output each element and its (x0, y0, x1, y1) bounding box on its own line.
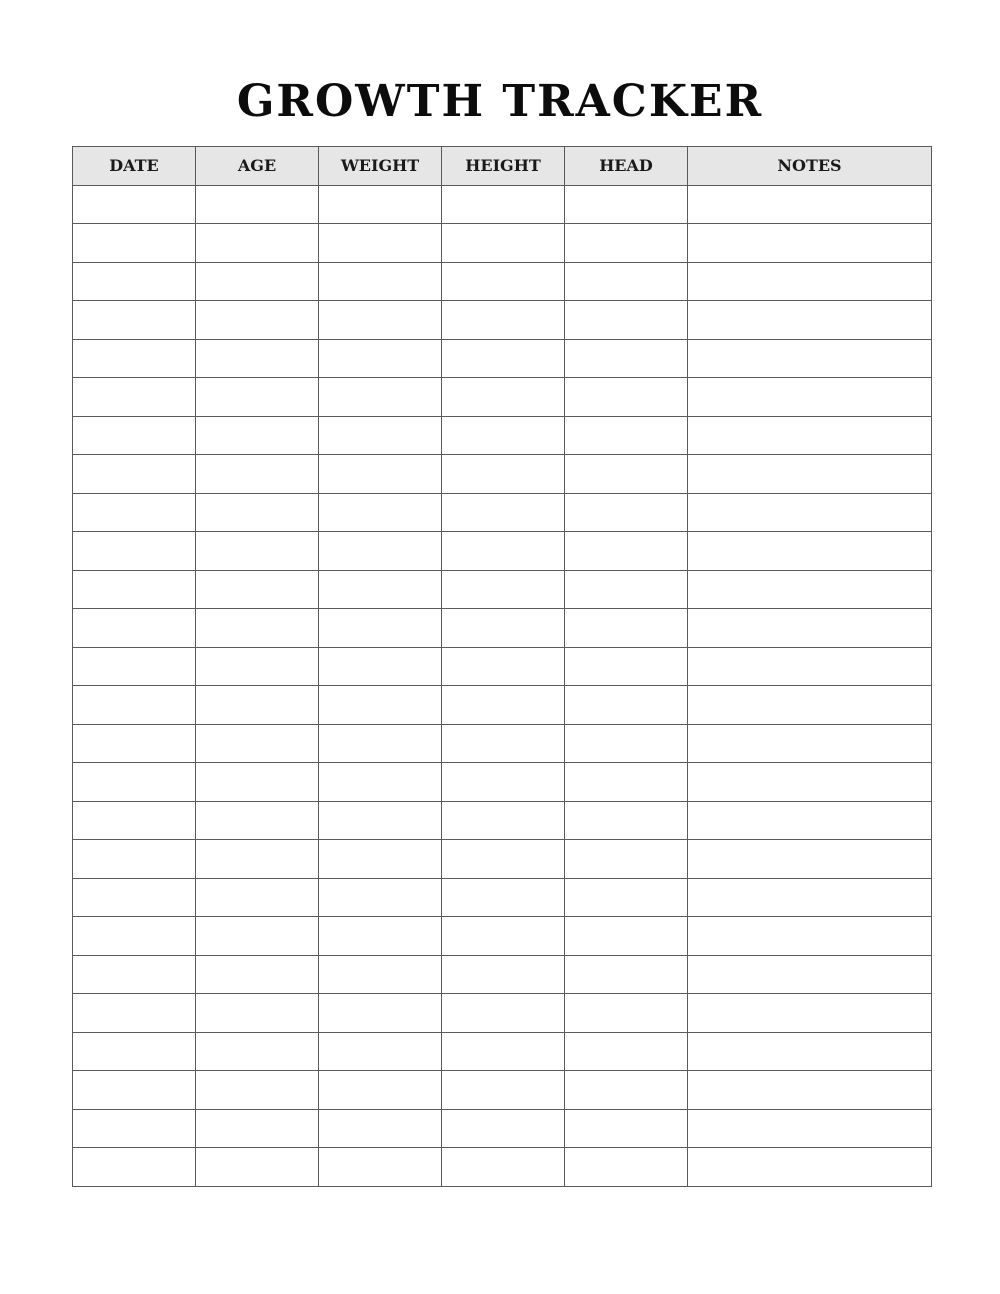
cell-age[interactable] (196, 262, 319, 301)
table-row (73, 185, 932, 224)
cell-height[interactable] (442, 878, 565, 917)
cell-notes[interactable] (688, 878, 932, 917)
cell-notes[interactable] (688, 917, 932, 956)
cell-date[interactable] (73, 609, 196, 648)
cell-height[interactable] (442, 1109, 565, 1148)
cell-date[interactable] (73, 917, 196, 956)
cell-date[interactable] (73, 532, 196, 571)
cell-age[interactable] (196, 185, 319, 224)
table-row (73, 801, 932, 840)
cell-weight[interactable] (319, 1148, 442, 1187)
cell-height[interactable] (442, 262, 565, 301)
cell-head[interactable] (565, 647, 688, 686)
cell-head[interactable] (565, 339, 688, 378)
cell-notes[interactable] (688, 224, 932, 263)
cell-weight[interactable] (319, 1032, 442, 1071)
table-row (73, 378, 932, 417)
cell-date[interactable] (73, 301, 196, 340)
cell-age[interactable] (196, 840, 319, 879)
cell-notes[interactable] (688, 493, 932, 532)
cell-height[interactable] (442, 301, 565, 340)
cell-height[interactable] (442, 532, 565, 571)
table-row (73, 301, 932, 340)
cell-date[interactable] (73, 224, 196, 263)
cell-notes[interactable] (688, 724, 932, 763)
cell-height[interactable] (442, 185, 565, 224)
cell-date[interactable] (73, 840, 196, 879)
cell-date[interactable] (73, 686, 196, 725)
cell-weight[interactable] (319, 994, 442, 1033)
cell-height[interactable] (442, 763, 565, 802)
cell-head[interactable] (565, 185, 688, 224)
cell-head[interactable] (565, 801, 688, 840)
cell-date[interactable] (73, 455, 196, 494)
cell-head[interactable] (565, 301, 688, 340)
cell-notes[interactable] (688, 455, 932, 494)
cell-notes[interactable] (688, 994, 932, 1033)
cell-weight[interactable] (319, 301, 442, 340)
cell-date[interactable] (73, 378, 196, 417)
cell-notes[interactable] (688, 1032, 932, 1071)
cell-age[interactable] (196, 955, 319, 994)
cell-date[interactable] (73, 763, 196, 802)
table-row (73, 878, 932, 917)
cell-head[interactable] (565, 878, 688, 917)
cell-notes[interactable] (688, 301, 932, 340)
cell-age[interactable] (196, 994, 319, 1033)
page-title: GROWTH TRACKER (236, 76, 764, 127)
cell-weight[interactable] (319, 378, 442, 417)
cell-weight[interactable] (319, 878, 442, 917)
table-row (73, 609, 932, 648)
cell-weight[interactable] (319, 647, 442, 686)
cell-notes[interactable] (688, 339, 932, 378)
cell-notes[interactable] (688, 609, 932, 648)
cell-weight[interactable] (319, 917, 442, 956)
cell-age[interactable] (196, 301, 319, 340)
table-row (73, 570, 932, 609)
cell-notes[interactable] (688, 763, 932, 802)
cell-age[interactable] (196, 570, 319, 609)
header-head: HEAD (565, 147, 688, 186)
cell-head[interactable] (565, 262, 688, 301)
cell-age[interactable] (196, 1109, 319, 1148)
cell-notes[interactable] (688, 262, 932, 301)
cell-head[interactable] (565, 532, 688, 571)
cell-notes[interactable] (688, 686, 932, 725)
cell-head[interactable] (565, 378, 688, 417)
cell-weight[interactable] (319, 763, 442, 802)
cell-age[interactable] (196, 878, 319, 917)
cell-age[interactable] (196, 493, 319, 532)
header-weight: WEIGHT (319, 147, 442, 186)
cell-date[interactable] (73, 801, 196, 840)
cell-head[interactable] (565, 724, 688, 763)
table-row (73, 724, 932, 763)
cell-height[interactable] (442, 493, 565, 532)
cell-height[interactable] (442, 1071, 565, 1110)
cell-head[interactable] (565, 416, 688, 455)
table-row (73, 955, 932, 994)
cell-head[interactable] (565, 224, 688, 263)
table-row (73, 339, 932, 378)
cell-height[interactable] (442, 416, 565, 455)
cell-date[interactable] (73, 185, 196, 224)
cell-date[interactable] (73, 878, 196, 917)
cell-height[interactable] (442, 1148, 565, 1187)
header-date: DATE (73, 147, 196, 186)
table-row (73, 532, 932, 571)
cell-height[interactable] (442, 647, 565, 686)
cell-height[interactable] (442, 994, 565, 1033)
cell-date[interactable] (73, 262, 196, 301)
cell-notes[interactable] (688, 1109, 932, 1148)
cell-height[interactable] (442, 955, 565, 994)
cell-weight[interactable] (319, 609, 442, 648)
table-row (73, 493, 932, 532)
cell-age[interactable] (196, 917, 319, 956)
cell-notes[interactable] (688, 1148, 932, 1187)
header-height: HEIGHT (442, 147, 565, 186)
cell-head[interactable] (565, 1148, 688, 1187)
cell-notes[interactable] (688, 416, 932, 455)
cell-head[interactable] (565, 686, 688, 725)
cell-head[interactable] (565, 763, 688, 802)
table-row (73, 647, 932, 686)
table-row (73, 1148, 932, 1187)
table-row (73, 1109, 932, 1148)
table-row (73, 455, 932, 494)
cell-weight[interactable] (319, 262, 442, 301)
cell-age[interactable] (196, 801, 319, 840)
cell-age[interactable] (196, 724, 319, 763)
table-row (73, 840, 932, 879)
cell-height[interactable] (442, 609, 565, 648)
cell-notes[interactable] (688, 801, 932, 840)
table-body (73, 185, 932, 1186)
cell-age[interactable] (196, 455, 319, 494)
cell-age[interactable] (196, 339, 319, 378)
table-row (73, 994, 932, 1033)
cell-height[interactable] (442, 224, 565, 263)
table-row (73, 917, 932, 956)
cell-date[interactable] (73, 647, 196, 686)
cell-notes[interactable] (688, 840, 932, 879)
cell-date[interactable] (73, 1032, 196, 1071)
cell-date[interactable] (73, 1109, 196, 1148)
table-row (73, 763, 932, 802)
cell-age[interactable] (196, 224, 319, 263)
cell-age[interactable] (196, 532, 319, 571)
table-header-row (73, 147, 932, 186)
cell-date[interactable] (73, 994, 196, 1033)
cell-weight[interactable] (319, 532, 442, 571)
cell-age[interactable] (196, 1148, 319, 1187)
cell-age[interactable] (196, 609, 319, 648)
cell-weight[interactable] (319, 493, 442, 532)
header-notes: NOTES (688, 147, 932, 186)
cell-weight[interactable] (319, 1071, 442, 1110)
cell-age[interactable] (196, 647, 319, 686)
cell-date[interactable] (73, 570, 196, 609)
cell-height[interactable] (442, 339, 565, 378)
cell-notes[interactable] (688, 185, 932, 224)
cell-age[interactable] (196, 416, 319, 455)
cell-head[interactable] (565, 1032, 688, 1071)
cell-age[interactable] (196, 763, 319, 802)
cell-weight[interactable] (319, 339, 442, 378)
cell-height[interactable] (442, 724, 565, 763)
cell-height[interactable] (442, 570, 565, 609)
cell-date[interactable] (73, 1148, 196, 1187)
cell-head[interactable] (565, 455, 688, 494)
cell-height[interactable] (442, 917, 565, 956)
cell-notes[interactable] (688, 955, 932, 994)
cell-notes[interactable] (688, 532, 932, 571)
table-row (73, 262, 932, 301)
cell-head[interactable] (565, 917, 688, 956)
cell-date[interactable] (73, 339, 196, 378)
cell-weight[interactable] (319, 416, 442, 455)
growth-tracker-table (72, 146, 932, 1187)
cell-date[interactable] (73, 724, 196, 763)
cell-date[interactable] (73, 493, 196, 532)
cell-weight[interactable] (319, 1109, 442, 1148)
cell-weight[interactable] (319, 686, 442, 725)
table-row (73, 224, 932, 263)
table-row (73, 416, 932, 455)
cell-notes[interactable] (688, 570, 932, 609)
cell-weight[interactable] (319, 224, 442, 263)
cell-notes[interactable] (688, 1071, 932, 1110)
header-age: AGE (196, 147, 319, 186)
cell-height[interactable] (442, 455, 565, 494)
cell-height[interactable] (442, 378, 565, 417)
cell-age[interactable] (196, 1071, 319, 1110)
cell-weight[interactable] (319, 185, 442, 224)
cell-weight[interactable] (319, 455, 442, 494)
cell-height[interactable] (442, 686, 565, 725)
cell-head[interactable] (565, 994, 688, 1033)
cell-head[interactable] (565, 1071, 688, 1110)
cell-height[interactable] (442, 840, 565, 879)
cell-date[interactable] (73, 955, 196, 994)
cell-age[interactable] (196, 686, 319, 725)
table-row (73, 686, 932, 725)
cell-weight[interactable] (319, 840, 442, 879)
cell-weight[interactable] (319, 955, 442, 994)
cell-weight[interactable] (319, 570, 442, 609)
table-row (73, 1032, 932, 1071)
cell-head[interactable] (565, 609, 688, 648)
cell-weight[interactable] (319, 724, 442, 763)
cell-notes[interactable] (688, 647, 932, 686)
cell-age[interactable] (196, 378, 319, 417)
cell-height[interactable] (442, 1032, 565, 1071)
cell-head[interactable] (565, 955, 688, 994)
cell-head[interactable] (565, 840, 688, 879)
cell-head[interactable] (565, 493, 688, 532)
cell-date[interactable] (73, 1071, 196, 1110)
cell-date[interactable] (73, 416, 196, 455)
cell-height[interactable] (442, 801, 565, 840)
cell-weight[interactable] (319, 801, 442, 840)
table-row (73, 1071, 932, 1110)
cell-head[interactable] (565, 1109, 688, 1148)
cell-notes[interactable] (688, 378, 932, 417)
cell-head[interactable] (565, 570, 688, 609)
cell-age[interactable] (196, 1032, 319, 1071)
